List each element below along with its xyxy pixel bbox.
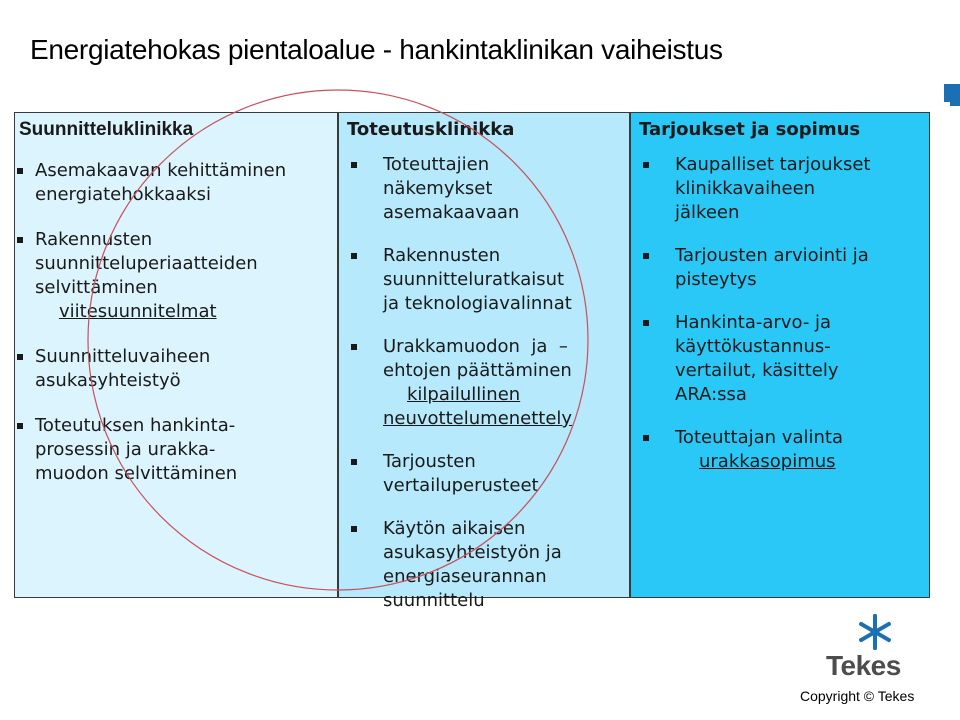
- item-line: vertailuperusteet: [383, 475, 539, 496]
- item-line: selvittäminen: [35, 277, 158, 298]
- item-line: prosessin ja urakka-: [35, 439, 216, 460]
- square-bullet-icon: [351, 526, 357, 532]
- item-line: käyttökustannus-: [675, 336, 831, 357]
- item-line-underlined: viitesuunnitelmat: [59, 301, 217, 322]
- square-bullet-icon: [643, 320, 649, 326]
- square-bullet-icon: [351, 253, 357, 259]
- item-line: ja teknologiavalinnat: [383, 293, 572, 314]
- item-line: suunnitteluratkaisut: [383, 269, 565, 290]
- list-item: [15, 414, 337, 486]
- item-line: ARA:ssa: [675, 384, 747, 405]
- item-line: suunnittelu: [383, 590, 485, 611]
- square-bullet-icon: [643, 162, 649, 168]
- list-item: [339, 244, 629, 316]
- square-bullet-icon: [351, 459, 357, 465]
- column-suunnitteluklinikka: [14, 112, 338, 598]
- square-bullet-icon: [17, 354, 23, 360]
- item-line: energiaseurannan: [383, 566, 547, 587]
- item-line: Kaupalliset tarjoukset: [675, 154, 871, 175]
- list-item: [339, 450, 629, 498]
- item-line: klinikkavaiheen: [675, 178, 816, 199]
- list-item: [631, 244, 929, 292]
- item-line: Urakkamuodon ja –: [383, 336, 568, 357]
- copyright-text: Copyright © Tekes: [800, 688, 915, 704]
- item-line: muodon selvittäminen: [35, 463, 238, 484]
- list-item: [339, 335, 629, 431]
- item-line: jälkeen: [675, 202, 740, 223]
- item-line-underlined: neuvottelumenettely: [383, 408, 573, 429]
- item-line: Hankinta-arvo- ja: [675, 312, 832, 333]
- item-line: asukasyhteistyön ja: [383, 542, 562, 563]
- item-line: pisteytys: [675, 269, 757, 290]
- item-line: Asemakaavan kehittäminen: [35, 160, 287, 181]
- item-line: Käytön aikaisen: [383, 518, 526, 539]
- item-line: Rakennusten: [35, 229, 153, 250]
- list-item: [631, 311, 929, 407]
- square-bullet-icon: [17, 168, 23, 174]
- column-tarjoukset-ja-sopimus: [630, 112, 930, 598]
- item-line: vertailut, käsittely: [675, 360, 839, 381]
- bullet-list: [15, 159, 337, 507]
- list-item: [631, 426, 929, 474]
- square-bullet-icon: [643, 253, 649, 259]
- tekes-logo-text: Tekes: [826, 650, 901, 681]
- item-line: Toteuttajien: [383, 154, 490, 175]
- column-heading: Suunnitteluklinikka: [19, 119, 194, 140]
- item-line: suunnitteluperiaatteiden: [35, 253, 258, 274]
- list-item: [15, 228, 337, 324]
- square-bullet-icon: [643, 435, 649, 441]
- column-heading: Tarjoukset ja sopimus: [639, 119, 861, 140]
- item-line: asukasyhteistyö: [35, 370, 181, 391]
- square-bullet-icon: [17, 423, 23, 429]
- square-bullet-icon: [351, 344, 357, 350]
- list-item: [15, 159, 337, 207]
- square-bullet-icon: [17, 237, 23, 243]
- item-line: Tarjousten arviointi ja: [675, 245, 869, 266]
- item-line: näkemykset: [383, 178, 493, 199]
- item-line: Toteuttajan valinta: [675, 427, 843, 448]
- item-line: Tarjousten: [383, 451, 476, 472]
- item-line-underlined: urakkasopimus: [699, 451, 836, 472]
- square-bullet-icon: [351, 162, 357, 168]
- item-line: Rakennusten: [383, 245, 501, 266]
- item-line: Suunnitteluvaiheen: [35, 346, 211, 367]
- list-item: [339, 517, 629, 613]
- item-line: ehtojen päättäminen: [383, 360, 572, 381]
- list-item: [631, 153, 929, 225]
- column-heading: Toteutusklinikka: [347, 119, 515, 140]
- item-line-underlined: kilpailullinen: [407, 384, 521, 405]
- list-item: [339, 153, 629, 225]
- bullet-list: [339, 153, 629, 632]
- item-line: Toteutuksen hankinta-: [35, 415, 236, 436]
- column-toteutusklinikka: [338, 112, 630, 611]
- bullet-list: [631, 153, 929, 493]
- page-title: Energiatehokas pientaloalue - hankintaklinikan vaiheistus: [30, 34, 723, 65]
- list-item: [15, 345, 337, 393]
- corner-accent-bar-small: [950, 100, 960, 106]
- item-line: energiatehokkaaksi: [35, 184, 212, 205]
- item-line: asemakaavaan: [383, 202, 520, 223]
